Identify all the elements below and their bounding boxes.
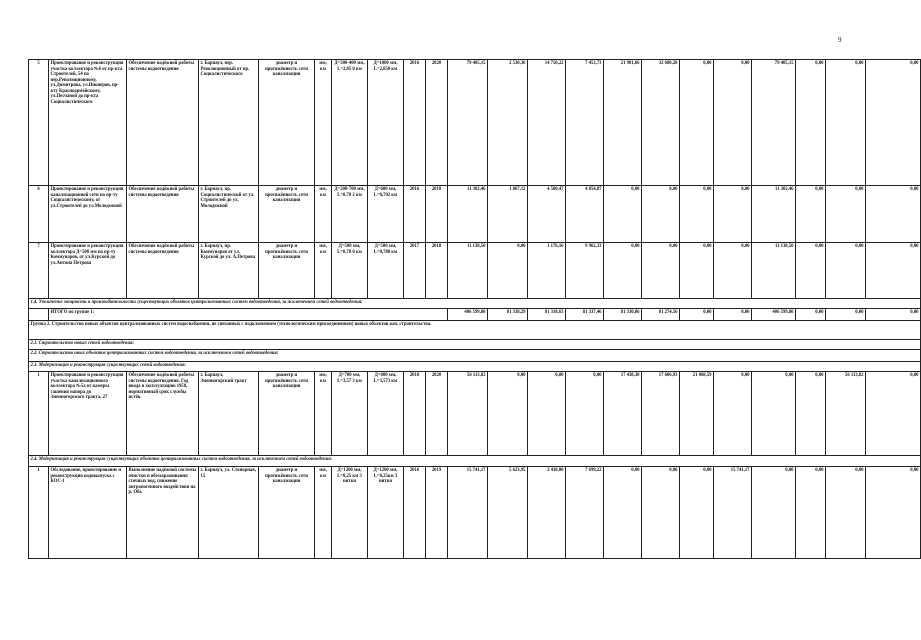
total-value-cell: 0,00 — [866, 309, 921, 321]
table-cell: г. Барнаул, ул. Стопорная, 15 — [199, 467, 259, 559]
table-cell: 17 438,30 — [604, 372, 642, 456]
table-cell: 0,00 — [680, 60, 714, 186]
table-cell: 0,00 — [796, 186, 826, 243]
table-cell: 2020 — [426, 60, 448, 186]
total-value-cell: 81 337,46 — [566, 309, 604, 321]
table-cell: 0,00 — [866, 372, 921, 456]
table-cell: 2018 — [426, 186, 448, 243]
table-cell: 11 138,50 — [448, 243, 488, 299]
table-cell: 11 302,46 — [448, 186, 488, 243]
table-cell: 0,00 — [604, 186, 642, 243]
table-cell: Проектирование и реконструкция коллектора Д=500 мм по пр-ту Коммунаров, от ул.Курской до ул.Антона Петрова — [49, 243, 127, 299]
table-cell: диаметр и протяжённость сети канализации — [259, 60, 315, 186]
table-cell: 0,00 — [642, 467, 680, 559]
table-row — [29, 456, 921, 467]
table-row — [29, 372, 921, 456]
table-cell: 6 — [29, 186, 49, 243]
table-cell: 1 867,12 — [488, 186, 528, 243]
table-row — [29, 186, 921, 243]
table-cell: 0,00 — [604, 243, 642, 299]
total-value-cell: 0,00 — [826, 309, 866, 321]
table-cell: 32 680,28 — [642, 60, 680, 186]
section-heading: 1.4. Увеличение мощности и производительности существующих объектов централизованных систем водоотведения, за исключением сетей водоотведения: — [29, 299, 921, 309]
total-value-cell: 81 318,63 — [528, 309, 566, 321]
table-cell: 0,00 — [680, 467, 714, 559]
total-value-cell: 406 599,80 — [752, 309, 796, 321]
table-cell: Д=300-400 мм, L=2,85 0 км — [332, 60, 368, 186]
table-row — [29, 340, 921, 350]
table-cell: 21 068,59 — [680, 372, 714, 456]
table-cell: 7 699,22 — [566, 467, 604, 559]
table-cell: Д=200-700 мм, L=0,70 2 км — [332, 186, 368, 243]
table-cell: Д=700 мм, L=3,57 3 км — [332, 372, 368, 456]
table-cell: 2016 — [404, 467, 426, 559]
table-cell: Д=1200 мм, L=0,25 км 3 нитки — [332, 467, 368, 559]
table-cell: 0,00 — [488, 243, 528, 299]
table-cell: 0,00 — [866, 467, 921, 559]
table-cell: 0,00 — [642, 186, 680, 243]
table-cell: диаметр и протяжённость сети канализации — [259, 467, 315, 559]
table-cell: Обследование, проектирование и реконструкция водовыпуска с КОС-1 — [49, 467, 127, 559]
table-cell: 79 405,15 — [448, 60, 488, 186]
table-cell: 0,00 — [826, 186, 866, 243]
table-row — [29, 309, 921, 321]
table-cell: 0,00 — [642, 243, 680, 299]
investment-program-table — [28, 59, 921, 559]
table-cell: Обеспечение надёжной работы системы водоотведения — [127, 60, 199, 186]
section-heading: 2.4. Модернизация и реконструкция существующих объектов централизованных систем водоотведения, за исключением сетей водоотведения: — [29, 456, 921, 467]
table-cell: 9 962,33 — [566, 243, 604, 299]
table-cell: 0,00 — [714, 372, 752, 456]
table-cell: Выполнение надёжной системы очистки и обеззараживания сточных вод, снижение антропогенного воздействия на р. Обь — [127, 467, 199, 559]
table-cell: 2016 — [404, 60, 426, 186]
table-cell — [29, 309, 49, 321]
table-cell: 0,00 — [866, 60, 921, 186]
table-cell: Д=500 мм, L=0,780 км — [368, 243, 404, 299]
table-cell: 2020 — [426, 372, 448, 456]
table-row — [29, 243, 921, 299]
table-cell: 15 741,17 — [448, 467, 488, 559]
total-value-cell: 0,00 — [714, 309, 752, 321]
table-cell: 0,00 — [866, 243, 921, 299]
table-cell: 2019 — [426, 467, 448, 559]
total-value-cell: 81 330,86 — [604, 309, 642, 321]
table-cell: 0,00 — [680, 243, 714, 299]
table-cell: 7 453,73 — [566, 60, 604, 186]
table-cell: 0,00 — [528, 372, 566, 456]
table-cell: 4 580,47 — [528, 186, 566, 243]
table-cell: г. Барнаул, пер. Революционный от пр. Социалистического — [199, 60, 259, 186]
table-cell: диаметр и протяжённость сети канализации — [259, 186, 315, 243]
table-cell: Обеспечение надёжной работы системы водоотведения — [127, 243, 199, 299]
total-value-cell: 0,00 — [796, 309, 826, 321]
table-cell: 0,00 — [866, 186, 921, 243]
table-cell: 0,00 — [752, 372, 796, 456]
table-cell: 0,00 — [796, 372, 826, 456]
table-row — [29, 321, 921, 340]
table-cell: 7 — [29, 243, 49, 299]
table-cell: Обеспечение надёжной работы системы водоотведения. Год ввода в эксплуатацию 1958, нормативный срок службы истёк. — [127, 372, 199, 456]
table-cell: Д=500 мм, L=0,78 0 км — [332, 243, 368, 299]
table-cell: 5 — [29, 60, 49, 186]
table-cell: 2 418,00 — [528, 467, 566, 559]
table-row — [29, 299, 921, 309]
table-cell: 2018 — [404, 372, 426, 456]
table-cell: 2 530,36 — [488, 60, 528, 186]
table-cell: г. Барнаул, пр. Коммунаров от ул. Курской до ул. А.Петрова — [199, 243, 259, 299]
table-cell: 0,00 — [796, 467, 826, 559]
table-cell: 0,00 — [796, 60, 826, 186]
table-cell: 17 606,93 — [642, 372, 680, 456]
table-cell: мм, км — [315, 186, 332, 243]
table-cell: 79 405,15 — [752, 60, 796, 186]
table-cell: 0,00 — [752, 467, 796, 559]
table-cell: 2017 — [404, 243, 426, 299]
section-heading: 2.1. Строительство новых сетей водоотведения: — [29, 340, 921, 350]
group-heading: Группа 2. Строительство новых объектов централизованных систем водоснабжения, не связанных с подключением (технологическим присоединением) новых объектов кап. строительства. — [29, 321, 921, 340]
table-cell: 0,00 — [796, 243, 826, 299]
table-cell: мм, км — [315, 243, 332, 299]
table-cell: 56 113,82 — [826, 372, 866, 456]
table-cell: 21 981,66 — [604, 60, 642, 186]
table-cell: 0,00 — [714, 243, 752, 299]
table-cell: 5 623,95 — [488, 467, 528, 559]
table-cell: г. Барнаул, Змеиногорский тракт — [199, 372, 259, 456]
table-cell: 56 113,82 — [448, 372, 488, 456]
section-heading: 2.2. Строительство иных объектов централизованных систем водоотведения, за исключением сетей водоотведения: — [29, 350, 921, 362]
table-cell: 0,00 — [714, 60, 752, 186]
table-cell: мм, км — [315, 60, 332, 186]
total-value-cell: 406 599,80 — [448, 309, 488, 321]
table-cell: Проектирование и реконструкция канализационной сети по пр-ту Социалистическому, от ул.Строителей до ул.Молодежной — [49, 186, 127, 243]
table-cell: Д=1200 мм, L=0,25км 3 нитки — [368, 467, 404, 559]
table-cell: диаметр и протяжённость сети канализации — [259, 243, 315, 299]
table-cell: 4 854,87 — [566, 186, 604, 243]
section-heading: 2.3. Модернизация и реконструкция существующих сетей водоотведения: — [29, 362, 921, 372]
table-cell: 11 302,46 — [752, 186, 796, 243]
table-cell: 0,00 — [714, 186, 752, 243]
table-cell: 11 138,50 — [752, 243, 796, 299]
table-cell: Обеспечение надёжной работы системы водоотведения — [127, 186, 199, 243]
table-cell: 0,00 — [826, 243, 866, 299]
table-cell: 14 750,22 — [528, 60, 566, 186]
table-cell: Д=1000 мм, L=2,850 км — [368, 60, 404, 186]
table-cell: 1 176,16 — [528, 243, 566, 299]
table-cell: 0,00 — [680, 186, 714, 243]
total-value-cell: 81 274,56 — [642, 309, 680, 321]
table-cell: 1 — [29, 372, 49, 456]
table-cell: 2018 — [426, 243, 448, 299]
table-cell: Д=600 мм, L=0,702 км — [368, 186, 404, 243]
table-row — [29, 350, 921, 362]
table-cell: 0,00 — [604, 467, 642, 559]
table-cell: 0,00 — [566, 372, 604, 456]
table-cell: 0,00 — [826, 467, 866, 559]
group-total-label: ИТОГО по группе 1: — [49, 309, 448, 321]
table-cell: Проектирование и реконструкция участка канализационного коллектора №5а от камеры гашения напора до Змеиногорского тракта, 27 — [49, 372, 127, 456]
total-value-cell: 0,00 — [680, 309, 714, 321]
table-cell: 0,00 — [488, 372, 528, 456]
table-cell: 2016 — [404, 186, 426, 243]
table-row — [29, 467, 921, 559]
table-body — [29, 60, 921, 559]
table-cell: Д=800 мм, L=3,573 км — [368, 372, 404, 456]
table-cell: 0,00 — [826, 60, 866, 186]
page-number: 9 — [838, 36, 842, 44]
total-value-cell: 81 338,29 — [488, 309, 528, 321]
table-cell: диаметр и протяжённость сети канализации — [259, 372, 315, 456]
table-cell: Проектирование и реконструкция участка коллектора №6 от пр-кта Строителей, 54 по пер.Революционному, ул.Димитрова, ул.Пионеров, пр-кту Красноармейскому, ул.Песчаной до пр-кта Социалистического — [49, 60, 127, 186]
table-row — [29, 60, 921, 186]
table-cell: мм, км — [315, 467, 332, 559]
table-cell: 1 — [29, 467, 49, 559]
table-cell: г. Барнаул, пр. Социалистический от ул. Строителей до ул. Молодежной — [199, 186, 259, 243]
table-cell: 15 741,17 — [714, 467, 752, 559]
table-row — [29, 362, 921, 372]
table-cell: мм, км — [315, 372, 332, 456]
